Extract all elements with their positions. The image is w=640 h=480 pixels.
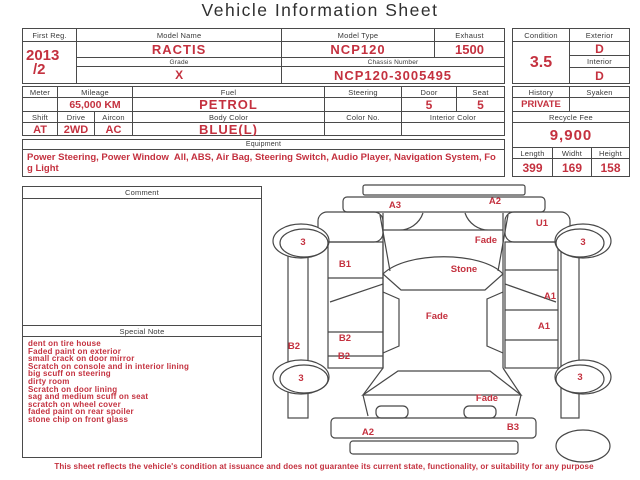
diagram-mark-a2: A2 bbox=[361, 427, 375, 438]
exhaust-label: Exhaust bbox=[434, 29, 504, 41]
exterior-interior-column bbox=[569, 29, 629, 83]
recycle-fee-label: Recycle Fee bbox=[513, 112, 629, 123]
seat-value: 5 bbox=[456, 98, 504, 111]
width-label: Widht bbox=[552, 148, 591, 158]
diagram-mark-3: 3 bbox=[577, 372, 583, 383]
hood-cowl-shape bbox=[383, 213, 503, 230]
length-label: Length bbox=[520, 148, 545, 158]
special-note-line: Scratch on door lining bbox=[28, 384, 118, 394]
history-value: PRIVATE bbox=[521, 99, 561, 110]
body-color-label: Body Color bbox=[132, 112, 324, 122]
fuel-value: PETROL bbox=[132, 98, 324, 111]
model-type-label: Model Type bbox=[337, 30, 379, 40]
model-type-column bbox=[281, 29, 504, 83]
chassis-number-label: Chassis Number bbox=[282, 58, 504, 67]
equipment-value: Power Steering, Power Window All, ABS, Air Bag, Steering Switch, Audio Player, Navigation System, Fog Light bbox=[27, 152, 496, 174]
diagram-mark-b1: B1 bbox=[338, 259, 352, 270]
length-value: 399 bbox=[522, 160, 543, 175]
special-note-line: Scratch on console and in interior lining bbox=[28, 361, 190, 371]
model-name-column bbox=[76, 29, 281, 83]
height-value: 158 bbox=[591, 159, 629, 176]
special-note-line: Faded paint on exterior bbox=[28, 346, 122, 356]
comment-box bbox=[22, 186, 262, 458]
diagram-mark-fade: Fade bbox=[425, 311, 449, 322]
diagram-mark-3: 3 bbox=[300, 237, 306, 248]
special-note-line: stone chip on front glass bbox=[28, 414, 129, 424]
spare-wheel-shape bbox=[556, 430, 610, 462]
exterior-label: Exterior bbox=[570, 29, 629, 42]
fuel-label: Fuel bbox=[132, 87, 324, 97]
mileage-label: Mileage bbox=[57, 87, 132, 97]
right-door-panel-shape bbox=[505, 242, 558, 368]
steering-value bbox=[324, 98, 401, 111]
diagram-mark-a2: A2 bbox=[488, 196, 502, 207]
condition-column bbox=[513, 29, 569, 83]
diagram-mark-3: 3 bbox=[298, 373, 304, 384]
condition-label: Condition bbox=[513, 29, 569, 42]
model-type-value: NCP120 bbox=[330, 42, 386, 57]
left-panel-dividers bbox=[328, 278, 383, 356]
model-name-label: Model Name bbox=[77, 29, 281, 42]
page-title: Vehicle Information Sheet bbox=[201, 0, 439, 20]
interior-color-label: Interior Color bbox=[401, 112, 504, 122]
history-label: History bbox=[528, 87, 554, 97]
special-note-label: Special Note bbox=[23, 325, 261, 337]
drive-value: 2WD bbox=[57, 123, 94, 136]
first-reg-column bbox=[23, 29, 76, 83]
first-reg-month: /2 bbox=[33, 60, 46, 78]
diagram-mark-a1: A1 bbox=[537, 321, 551, 332]
interior-color-value bbox=[401, 123, 504, 136]
diagram-mark-a1: A1 bbox=[543, 291, 557, 302]
exterior-value: D bbox=[570, 42, 629, 56]
recycle-fee-value: 9,900 bbox=[513, 123, 629, 148]
body-color-value: BLUE(L) bbox=[132, 123, 324, 136]
exhaust-value: 1500 bbox=[434, 42, 504, 57]
drive-label: Drive bbox=[57, 112, 94, 122]
special-note-line: faded paint on rear spoiler bbox=[28, 407, 134, 417]
syaken-label: Syaken bbox=[569, 87, 629, 97]
first-reg-year: 2013 bbox=[26, 46, 60, 64]
front-top-bar-shape bbox=[363, 185, 525, 195]
special-note-line: dent on tire house bbox=[28, 339, 101, 348]
diagram-mark-a3: A3 bbox=[388, 200, 402, 211]
meter-label: Meter bbox=[29, 87, 51, 97]
diagram-mark-b3: B3 bbox=[506, 422, 520, 433]
diagram-mark-b2: B2 bbox=[287, 341, 301, 352]
first-reg-label: First Reg. bbox=[23, 29, 76, 42]
shift-value: AT bbox=[33, 123, 47, 136]
door-label: Door bbox=[401, 87, 456, 97]
equipment-label: Equipment bbox=[23, 140, 504, 150]
grade-label: Grade bbox=[77, 58, 281, 67]
width-value: 169 bbox=[552, 159, 591, 176]
disclaimer-text: This sheet reflects the vehicle's condition at issuance and does not guarantee its current state, functionality, or suitability for any purpose bbox=[54, 462, 594, 471]
color-no-value bbox=[324, 123, 401, 136]
aircon-value: AC bbox=[94, 123, 132, 136]
left-door-panel-shape bbox=[328, 242, 383, 368]
condition-box bbox=[512, 28, 630, 84]
model-name-value: RACTIS bbox=[77, 42, 281, 58]
car-damage-diagram bbox=[268, 180, 640, 466]
first-reg-value bbox=[23, 42, 76, 83]
meter-value bbox=[23, 98, 57, 111]
special-note-line: sag and medium scuff on seat bbox=[28, 392, 149, 402]
rear-bottom-bar-shape bbox=[350, 441, 518, 454]
interior-label: Interior bbox=[570, 56, 629, 68]
door-value: 5 bbox=[401, 98, 456, 111]
hatch-handle-right-shape bbox=[464, 406, 496, 418]
windshield-shape bbox=[383, 257, 503, 290]
aircon-label: Aircon bbox=[94, 112, 132, 122]
condition-value: 3.5 bbox=[529, 53, 553, 71]
diagram-mark-3: 3 bbox=[580, 237, 586, 248]
diagram-mark-b2: B2 bbox=[338, 333, 352, 344]
diagram-mark-stone: Stone bbox=[450, 264, 478, 275]
diagram-mark-u1: U1 bbox=[535, 218, 549, 229]
vehicle-id-table bbox=[22, 28, 505, 84]
syaken-value bbox=[569, 98, 629, 111]
special-note-line: scratch on wheel cover bbox=[28, 399, 121, 409]
diagram-mark-fade: Fade bbox=[474, 235, 498, 246]
mileage-value: 65,000 KM bbox=[57, 98, 132, 111]
comment-label: Comment bbox=[23, 187, 261, 199]
grade-value: X bbox=[175, 68, 184, 82]
special-note-line: small crack on door mirror bbox=[28, 354, 135, 364]
diagram-mark-fade: Fade bbox=[475, 393, 499, 404]
rear-window-shape bbox=[363, 371, 521, 395]
color-no-label: Color No. bbox=[324, 112, 401, 122]
comment-value bbox=[23, 199, 261, 325]
roof-side-window-lines bbox=[383, 292, 503, 353]
special-note-line: dirty room bbox=[28, 376, 70, 386]
spec-table bbox=[22, 86, 505, 136]
chassis-number-value: NCP120-3005495 bbox=[333, 67, 453, 83]
interior-value: D bbox=[595, 68, 604, 83]
special-note-line: big scuff on steering bbox=[28, 369, 111, 379]
equipment-box bbox=[22, 139, 505, 177]
shift-label: Shift bbox=[31, 112, 48, 122]
steering-label: Steering bbox=[324, 87, 401, 97]
rear-hatch-sides bbox=[363, 368, 521, 416]
diagram-mark-b2: B2 bbox=[337, 351, 351, 362]
front-bumper-shape bbox=[343, 197, 545, 212]
seat-label: Seat bbox=[456, 87, 504, 97]
special-note-list bbox=[23, 337, 261, 427]
history-box bbox=[512, 86, 630, 177]
hatch-handle-left-shape bbox=[376, 406, 408, 418]
height-label: Height bbox=[591, 148, 629, 158]
